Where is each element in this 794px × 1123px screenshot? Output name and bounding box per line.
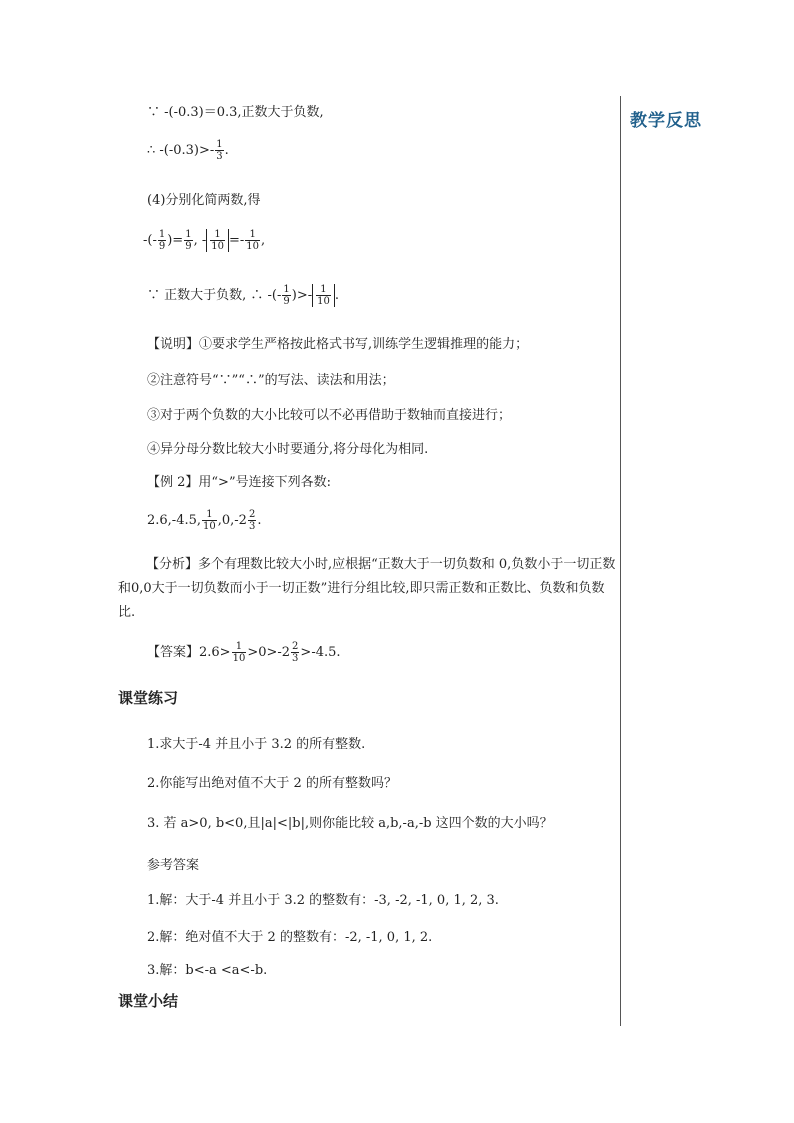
text-line-2 [147, 139, 229, 162]
text-seg: , [261, 233, 266, 248]
answer-2: 2.解：绝对值不大于 2 的整数有：-2, -1, 0, 1, 2. [147, 930, 433, 945]
fraction: $\frac{2}{3}$ [248, 509, 256, 532]
practice-q2: 2.你能写出绝对值不大于 2 的所有整数吗？ [147, 776, 397, 791]
answer-1: 1.解：大于-4 并且小于 3.2 的整数有：-3, -2, -1, 0, 1, 2, 3. [147, 893, 499, 908]
absolute-value: $\frac{1}{10}$ [312, 284, 335, 307]
text-line-1: ∵ -(-0.3)＝0.3,正数大于负数, [147, 105, 324, 120]
absolute-value: $\frac{1}{10}$ [206, 229, 229, 252]
fraction: $\frac{1}{9}$ [185, 229, 192, 252]
fraction: $\frac{1}{3}$ [216, 139, 223, 162]
fraction: $\frac{2}{3}$ [292, 641, 299, 664]
fraction: $\frac{1}{9}$ [158, 229, 166, 252]
text-seg: ∴ -(-0.3)>- [147, 143, 215, 158]
reference-answer-title: 参考答案 [147, 858, 200, 873]
reflection-divider [620, 96, 621, 1026]
answer-3: 3.解：b<-a <a<-b. [147, 963, 268, 978]
text-seg: 2.6,-4.5, [147, 513, 202, 528]
text-seg: . [224, 143, 229, 158]
text-line-9: ④异分母分数比较大小时要通分,将分母化为相同. [147, 442, 429, 457]
text-seg: , - [193, 233, 207, 248]
text-line-10: 【例 2】用“>”号连接下列各数: [147, 475, 331, 490]
fraction: $\frac{1}{10}$ [203, 509, 216, 532]
summary-heading: 课堂小结 [118, 992, 179, 1010]
practice-heading: 课堂练习 [118, 689, 179, 707]
text-seg: ∵ 正数大于负数, ∴ -(- [147, 288, 282, 303]
practice-q1: 1.求大于-4 并且小于 3.2 的所有整数. [147, 737, 366, 752]
text-seg: >-4.5. [300, 645, 341, 660]
text-seg: >0>-2 [247, 645, 291, 660]
text-line-13 [147, 641, 341, 664]
fraction: $\frac{1}{9}$ [283, 284, 290, 307]
text-line-6: 【说明】①要求学生严格按此格式书写,训练学生逻辑推理的能力； [147, 337, 529, 352]
text-seg: ,0,-2 [217, 513, 247, 528]
text-line-5 [147, 284, 339, 307]
text-seg: =- [228, 233, 245, 248]
practice-q3: 3. 若 a>0, b<0,且|a|<|b|,则你能比较 a,b,-a,-b 这四个数的大小吗？ [147, 816, 553, 831]
text-line-8: ③对于两个负数的大小比较可以不必再借助于数轴而直接进行； [147, 408, 512, 423]
text-seg: . [257, 513, 262, 528]
analysis-paragraph: 【分析】多个有理数比较大小时,应根据“正数大于一切负数和 0,负数小于一切正数和0,0大于一切负数而小于一切正数”进行分组比较,即只需正数和正数比、负数和负数比. [118, 557, 616, 620]
text-line-11 [147, 509, 261, 532]
text-seg: )= [167, 233, 184, 248]
fraction: $\frac{1}{10}$ [246, 229, 260, 252]
text-line-4 [143, 229, 265, 252]
text-seg: )>- [291, 288, 313, 303]
text-line-3: (4)分别化简两数,得 [147, 193, 261, 208]
fraction: $\frac{1}{10}$ [232, 641, 246, 664]
reflection-title: 教学反思 [630, 111, 702, 131]
text-line-7: ②注意符号“∵”“∴”的写法、读法和用法； [147, 373, 395, 388]
text-seg: -(- [143, 233, 157, 248]
text-seg: 【答案】2.6> [147, 645, 231, 660]
text-seg: . [334, 288, 339, 303]
